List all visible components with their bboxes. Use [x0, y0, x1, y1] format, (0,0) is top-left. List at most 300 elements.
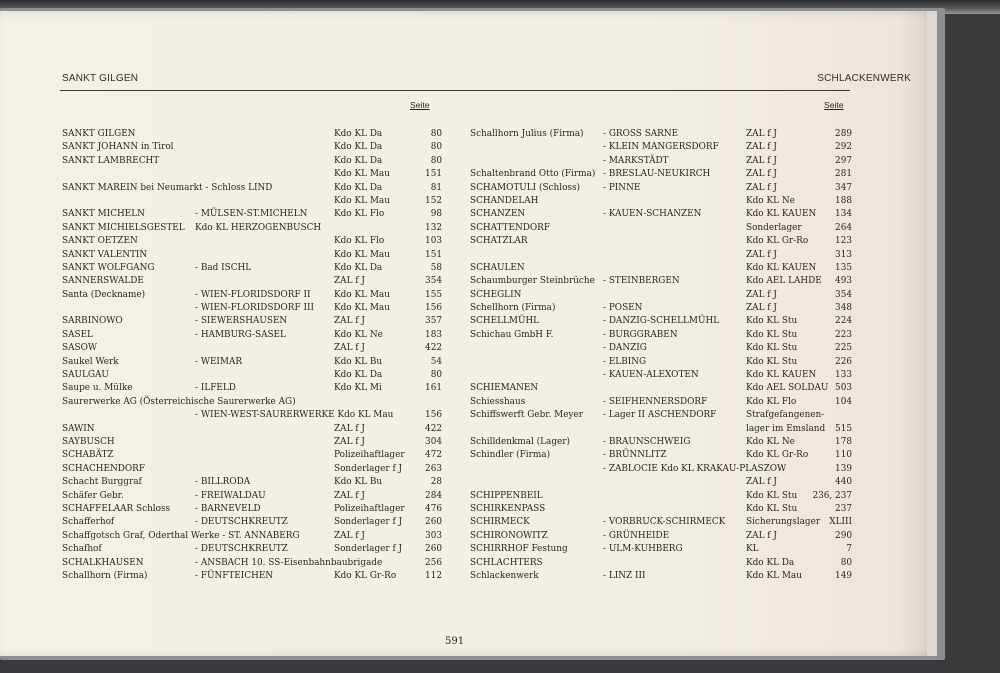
entry-name: Schallhorn (Firma) [62, 570, 148, 581]
entry-page: 260 [425, 544, 442, 555]
entry-authority: Kdo KL Stu [746, 329, 798, 340]
index-entry [470, 315, 852, 328]
entry-page: 354 [425, 276, 442, 287]
running-header-left: SANKT GILGEN [62, 73, 139, 84]
entry-authority: Kdo KL Mau [334, 289, 390, 300]
entry-authority: ZAL f J [334, 343, 365, 354]
index-column-left [62, 128, 442, 583]
entry-authority: Kdo AEL SOLDAU [746, 383, 829, 394]
entry-authority: Kdo KL Ne [746, 436, 795, 447]
entry-name: SCHANZEN [470, 209, 526, 220]
index-entry [62, 449, 442, 462]
entry-authority: Sonderlager f J [334, 463, 403, 474]
header-rule [60, 90, 850, 91]
entry-subcamp: - DEUTSCHKREUTZ [195, 544, 288, 555]
entry-authority: Kdo KL KAUEN [746, 262, 817, 273]
entry-name: Schilldenkmal (Lager) [470, 436, 570, 447]
index-entry [62, 530, 442, 543]
entry-name: SANKT OETZEN [62, 236, 138, 247]
entry-page: 224 [835, 316, 852, 327]
entry-name: Schaltenbrand Otto (Firma) [470, 169, 596, 180]
entry-page: 256 [425, 557, 442, 568]
entry-authority: Sicherungslager [746, 517, 821, 528]
entry-page: 28 [430, 477, 442, 488]
entry-name: SCHIEMANEN [470, 383, 539, 394]
index-entry [470, 382, 852, 395]
entry-authority: Kdo KL Mau [334, 303, 390, 314]
index-entry [470, 423, 852, 436]
entry-name: Schafferhof [62, 517, 115, 528]
entry-authority: ZAL f J [334, 276, 365, 287]
index-entry [62, 302, 442, 315]
entry-page: 152 [425, 195, 442, 206]
entry-authority: Kdo KL Mau [334, 169, 390, 180]
entry-name: SCHATZLAR [470, 236, 528, 247]
index-entry [62, 182, 442, 195]
entry-page: 347 [835, 182, 852, 193]
entry-name: Schichau GmbH F. [470, 329, 554, 340]
entry-name: Schallhorn Julius (Firma) [470, 129, 584, 139]
entry-authority: Kdo KL Da [746, 557, 795, 568]
index-entry [62, 436, 442, 449]
index-entry [470, 342, 852, 355]
entry-subcamp: - VORBRUCK-SCHIRMECK [603, 517, 726, 528]
index-entry [470, 356, 852, 369]
entry-name: SCHIRKENPASS [470, 503, 546, 514]
entry-authority: Kdo KL Da [334, 155, 383, 166]
index-entry [62, 275, 442, 288]
index-entry [470, 409, 852, 422]
entry-authority: Kdo KL Stu [746, 343, 798, 354]
entry-subcamp: - SEIFHENNERSDORF [603, 396, 708, 407]
entry-authority: ZAL f J [746, 530, 777, 541]
entry-page: 103 [425, 236, 442, 247]
entry-page: 260 [425, 517, 442, 528]
entry-name: SCHEGLIN [470, 289, 522, 300]
entry-authority: ZAL f J [746, 182, 777, 193]
entry-page: 284 [425, 490, 442, 501]
entry-page: 226 [835, 356, 852, 367]
index-entry [470, 275, 852, 288]
entry-page: 264 [835, 222, 852, 233]
entry-authority: Strafgefangenen- [746, 410, 825, 421]
entry-page: 80 [430, 142, 442, 153]
entry-name: SANKT VALENTIN [62, 249, 148, 260]
entry-name: SANKT JOHANN in Tirol [62, 142, 174, 153]
index-entry [62, 396, 442, 409]
entry-authority: ZAL f J [334, 530, 365, 541]
entry-name: SAYBUSCH [62, 436, 115, 447]
entry-authority: KL [746, 544, 759, 555]
entry-authority: ZAL f J [746, 303, 777, 314]
entry-subcamp: - MÜLSEN-ST.MICHELN [195, 209, 308, 220]
entry-page: 132 [425, 222, 442, 233]
index-entry [62, 315, 442, 328]
entry-authority: Kdo KL Mau [334, 249, 390, 260]
entry-page: 357 [425, 316, 442, 327]
index-entry [470, 302, 852, 315]
page-number: 591 [445, 636, 465, 647]
entry-page: 155 [425, 289, 442, 300]
entry-name: SASEL [62, 329, 93, 340]
index-entry [470, 463, 852, 476]
entry-page: XLIII [829, 517, 852, 528]
entry-authority: ZAL f J [334, 316, 365, 327]
index-entry [62, 222, 442, 235]
entry-page: 472 [425, 450, 442, 461]
entry-authority: Kdo KL Mau [334, 195, 390, 206]
entry-name: SANKT LAMBRECHT [62, 155, 160, 166]
entry-subcamp: - WEIMAR [195, 356, 243, 367]
entry-subcamp: - GRÜNHEIDE [603, 530, 670, 541]
entry-page: 54 [430, 356, 442, 367]
entry-page: 476 [425, 503, 442, 514]
entry-authority: Kdo KL Gr-Ro [334, 570, 397, 581]
index-entry [62, 128, 442, 141]
entry-subcamp: - ANSBACH 10. SS-Eisenbahnbaubrigade [195, 557, 383, 568]
entry-authority: Kdo KL Bu [334, 356, 383, 367]
entry-name: Schafhof [62, 544, 102, 555]
entry-authority: Kdo AEL LAHDE [746, 276, 822, 287]
entry-authority: lager im Emsland [746, 423, 826, 434]
index-entry [470, 155, 852, 168]
entry-name: Saukel Werk [62, 356, 119, 367]
index-entry [62, 503, 442, 516]
entry-page: 156 [425, 410, 442, 421]
entry-name: SCHIPPENBEIL [470, 490, 543, 501]
entry-page: 237 [835, 503, 852, 514]
entry-authority: Kdo KL KAUEN [746, 370, 817, 381]
entry-page: 304 [425, 436, 442, 447]
index-entry [470, 289, 852, 302]
column-heading-page-left: Seite [410, 100, 430, 110]
entry-page: 156 [425, 303, 442, 314]
entry-page: 354 [835, 289, 852, 300]
entry-authority: Kdo KL Da [334, 142, 383, 153]
entry-subcamp: - MARKSTÄDT [603, 155, 669, 166]
column-heading-page-right: Seite [824, 100, 844, 110]
entry-name: Schacht Burggraf [62, 477, 142, 488]
entry-authority: Polizeihaftlager [334, 503, 405, 514]
entry-authority: Kdo KL Gr-Ro [746, 450, 809, 461]
entry-subcamp: - DEUTSCHKREUTZ [195, 517, 288, 528]
entry-page: 104 [835, 396, 852, 407]
entry-subcamp: - ELBING [603, 356, 647, 367]
index-entry [62, 249, 442, 262]
entry-subcamp: - FREIWALDAU [195, 490, 266, 501]
entry-name: Schaumburger Steinbrüche [470, 276, 595, 287]
entry-page: 188 [835, 195, 852, 206]
entry-subcamp: - KLEIN MANGERSDORF [603, 142, 719, 153]
entry-page: 422 [425, 423, 442, 434]
entry-page: 110 [835, 450, 852, 461]
entry-page: 133 [835, 370, 852, 381]
entry-authority: ZAL f J [746, 477, 777, 488]
entry-page: 80 [430, 129, 442, 139]
index-entry [470, 249, 852, 262]
entry-name: SCHIRONOWITZ [470, 530, 548, 541]
entry-page: 281 [835, 169, 852, 180]
entry-subcamp: - BRESLAU-NEUKIRCH [603, 169, 711, 180]
entry-name: Schindler (Firma) [470, 450, 551, 461]
entry-subcamp: - HAMBURG-SASEL [195, 329, 286, 340]
entry-subcamp: - BRAUNSCHWEIG [603, 436, 691, 447]
entry-page: 112 [425, 570, 442, 581]
entry-page: 493 [835, 276, 852, 287]
entry-name: SCHACHENDORF [62, 463, 146, 474]
index-entry [470, 449, 852, 462]
entry-name: SCHANDELAH [470, 195, 539, 206]
entry-authority: Polizeihaftlager [334, 450, 405, 461]
entry-subcamp: - WIEN-WEST-SAURERWERKE Kdo KL Mau [195, 410, 394, 421]
entry-authority: ZAL f J [746, 129, 777, 139]
entry-name: SARBINOWO [62, 316, 123, 327]
index-entry [470, 168, 852, 181]
index-entry [62, 208, 442, 221]
entry-page: 151 [425, 249, 442, 260]
entry-authority: ZAL f J [334, 423, 365, 434]
entry-name: SANKT GILGEN [62, 129, 136, 139]
index-entry [470, 557, 852, 570]
entry-subcamp: - GROSS SARNE [603, 129, 679, 139]
entry-subcamp: - Bad ISCHL [195, 262, 252, 273]
index-entry [470, 262, 852, 275]
entry-authority: Kdo KL Mi [334, 383, 382, 394]
index-entry [470, 436, 852, 449]
entry-page: 303 [425, 530, 442, 541]
entry-name: SANKT MICHIELSGESTEL [62, 222, 185, 233]
index-entry [470, 369, 852, 382]
entry-authority: Kdo KL Da [334, 370, 383, 381]
index-entry [470, 570, 852, 583]
index-entry [470, 530, 852, 543]
entry-page: 139 [835, 463, 852, 474]
index-entry [62, 409, 442, 422]
entry-page: 58 [430, 262, 442, 273]
entry-page: 289 [835, 129, 852, 139]
entry-authority: Kdo KL KAUEN [746, 209, 817, 220]
entry-page: 7 [846, 544, 852, 555]
index-entry [62, 195, 442, 208]
entry-subcamp: - STEINBERGEN [603, 276, 680, 287]
entry-page: 440 [835, 477, 852, 488]
entry-name: SCHIRMECK [470, 517, 530, 528]
entry-name: SAULGAU [62, 370, 109, 381]
running-header-right: SCHLACKENWERK [817, 73, 911, 84]
index-entry [62, 141, 442, 154]
entry-name: SANKT MAREIN bei Neumarkt - Schloss LIND [62, 182, 273, 193]
entry-page: 149 [835, 570, 852, 581]
entry-authority: Kdo KL Ne [334, 329, 383, 340]
index-entry [470, 195, 852, 208]
entry-name: Schellhorn (Firma) [470, 303, 556, 314]
entry-authority: Sonderlager [746, 222, 802, 233]
entry-subcamp: - DANZIG [603, 343, 647, 354]
entry-name: SASOW [62, 343, 97, 354]
entry-authority: Kdo KL Stu [746, 490, 798, 501]
entry-name: Schiffswerft Gebr. Meyer [470, 410, 584, 421]
entry-subcamp: - KAUEN-SCHANZEN [603, 209, 702, 220]
entry-page: 134 [835, 209, 852, 220]
entry-subcamp: Kdo KL HERZOGENBUSCH [195, 222, 322, 233]
entry-name: SCHIRRHOF Festung [470, 544, 568, 555]
index-entry [62, 490, 442, 503]
entry-authority: Kdo KL Da [334, 182, 383, 193]
entry-subcamp: - KAUEN-ALEXOTEN [603, 370, 699, 381]
index-entry [62, 543, 442, 556]
index-entry [470, 490, 852, 503]
entry-page: 178 [835, 436, 852, 447]
entry-page: 292 [835, 142, 852, 153]
entry-page: 263 [425, 463, 442, 474]
entry-authority: Kdo KL Stu [746, 356, 798, 367]
entry-authority: Kdo KL Mau [746, 570, 802, 581]
entry-subcamp: - ZABLOCIE Kdo KL KRAKAU-PLASZOW [603, 463, 787, 474]
index-entry [62, 557, 442, 570]
index-entry [470, 182, 852, 195]
entry-subcamp: - FÜNFTEICHEN [195, 570, 274, 581]
entry-page: 135 [835, 262, 852, 273]
entry-name: SANKT WOLFGANG [62, 262, 155, 273]
index-entry [470, 503, 852, 516]
entry-page: 290 [835, 530, 852, 541]
entry-authority: ZAL f J [334, 490, 365, 501]
entry-page: 313 [835, 249, 852, 260]
index-entry [62, 262, 442, 275]
entry-name: Saurerwerke AG (Österreichische Saurerwerke AG) [62, 396, 296, 407]
entry-subcamp: - PINNE [603, 182, 641, 193]
index-entry [470, 208, 852, 221]
index-entry [62, 235, 442, 248]
entry-page: 422 [425, 343, 442, 354]
entry-page: 515 [835, 423, 852, 434]
entry-authority: Sonderlager f J [334, 517, 403, 528]
entry-name: Schäfer Gebr. [62, 490, 124, 501]
index-entry [470, 222, 852, 235]
entry-page: 223 [835, 329, 852, 340]
entry-page: 503 [835, 383, 852, 394]
entry-name: SAWIN [62, 423, 95, 434]
entry-name: SCHAMOTULI (Schloss) [470, 182, 580, 193]
entry-authority: Kdo KL Gr-Ro [746, 236, 809, 247]
entry-authority: ZAL f J [746, 142, 777, 153]
entry-authority: ZAL f J [746, 155, 777, 166]
entry-page: 151 [425, 169, 442, 180]
entry-name: SCHELLMÜHL [470, 316, 540, 327]
entry-subcamp: - WIEN-FLORIDSDORF III [195, 303, 314, 314]
index-entry [62, 356, 442, 369]
entry-authority: Kdo KL Da [334, 262, 383, 273]
index-entry [62, 570, 442, 583]
entry-authority: ZAL f J [334, 436, 365, 447]
entry-subcamp: - BURGGRABEN [603, 329, 678, 340]
index-entry [62, 476, 442, 489]
entry-page: 348 [835, 303, 852, 314]
entry-subcamp: - BRÜNNLITZ [603, 450, 667, 461]
entry-page: 297 [835, 155, 852, 166]
entry-subcamp: - BARNEVELD [195, 503, 261, 514]
entry-page: 161 [425, 383, 442, 394]
index-entry [62, 329, 442, 342]
index-entry [470, 396, 852, 409]
index-entry [470, 235, 852, 248]
entry-subcamp: - ILFELD [195, 383, 236, 394]
index-column-right [470, 128, 852, 583]
index-entry [62, 382, 442, 395]
index-entry [62, 369, 442, 382]
entry-authority: Sonderlager f J [334, 544, 403, 555]
entry-authority: Kdo KL Stu [746, 503, 798, 514]
index-entry [470, 543, 852, 556]
entry-name: SCHLACHTERS [470, 557, 543, 568]
index-entry [62, 463, 442, 476]
entry-authority: Kdo KL Da [334, 129, 383, 139]
entry-page: 236, 237 [812, 490, 852, 501]
entry-page: 80 [430, 155, 442, 166]
entry-page: 98 [430, 209, 442, 220]
entry-subcamp: - ULM-KUHBERG [603, 544, 683, 555]
entry-name: SCHATTENDORF [470, 222, 551, 233]
entry-authority: ZAL f J [746, 289, 777, 300]
entry-authority: Kdo KL Flo [334, 209, 385, 220]
index-entry [62, 516, 442, 529]
entry-authority: Kdo KL Flo [746, 396, 797, 407]
entry-name: SCHALKHAUSEN [62, 557, 144, 568]
entry-page: 81 [430, 182, 442, 193]
entry-subcamp: - DANZIG-SCHELLMÜHL [603, 316, 720, 327]
index-entry [62, 342, 442, 355]
entry-name: SCHABÄTZ [62, 450, 114, 461]
page-stack-edge [927, 11, 937, 656]
entry-name: SCHAFFELAAR Schloss [62, 503, 171, 514]
entry-authority: ZAL f J [746, 169, 777, 180]
index-entry [62, 155, 442, 168]
entry-name: SANKT MICHELN [62, 209, 145, 220]
index-entry [470, 516, 852, 529]
entry-name: Schlackenwerk [470, 570, 539, 581]
entry-subcamp: - WIEN-FLORIDSDORF II [195, 289, 311, 300]
entry-name: Schaffgotsch Graf, Oderthal Werke - ST. ANNABERG [62, 530, 300, 541]
entry-name: SANNERSWALDE [62, 276, 144, 287]
index-entry [470, 476, 852, 489]
entry-subcamp: - Lager II ASCHENDORF [603, 410, 717, 421]
entry-subcamp: - POSEN [603, 303, 643, 314]
entry-subcamp: - LINZ III [603, 570, 646, 581]
index-entry [470, 141, 852, 154]
entry-page: 80 [840, 557, 852, 568]
entry-authority: Kdo KL Ne [746, 195, 795, 206]
entry-name: Saupe u. Mülke [62, 383, 133, 394]
entry-subcamp: - SIEWERSHAUSEN [195, 316, 288, 327]
index-entry [62, 423, 442, 436]
entry-name: Santa (Deckname) [62, 289, 146, 300]
index-entry [62, 289, 442, 302]
entry-authority: ZAL f J [746, 249, 777, 260]
entry-page: 183 [425, 329, 442, 340]
entry-page: 225 [835, 343, 852, 354]
entry-authority: Kdo KL Stu [746, 316, 798, 327]
entry-authority: Kdo KL Flo [334, 236, 385, 247]
index-entry [470, 329, 852, 342]
entry-page: 80 [430, 370, 442, 381]
index-entry [470, 128, 852, 141]
entry-name: Schiesshaus [470, 396, 526, 407]
entry-name: SCHAULEN [470, 262, 525, 273]
index-entry [62, 168, 442, 181]
entry-page: 123 [835, 236, 852, 247]
entry-authority: Kdo KL Bu [334, 477, 383, 488]
entry-subcamp: - BILLRODA [195, 477, 251, 488]
